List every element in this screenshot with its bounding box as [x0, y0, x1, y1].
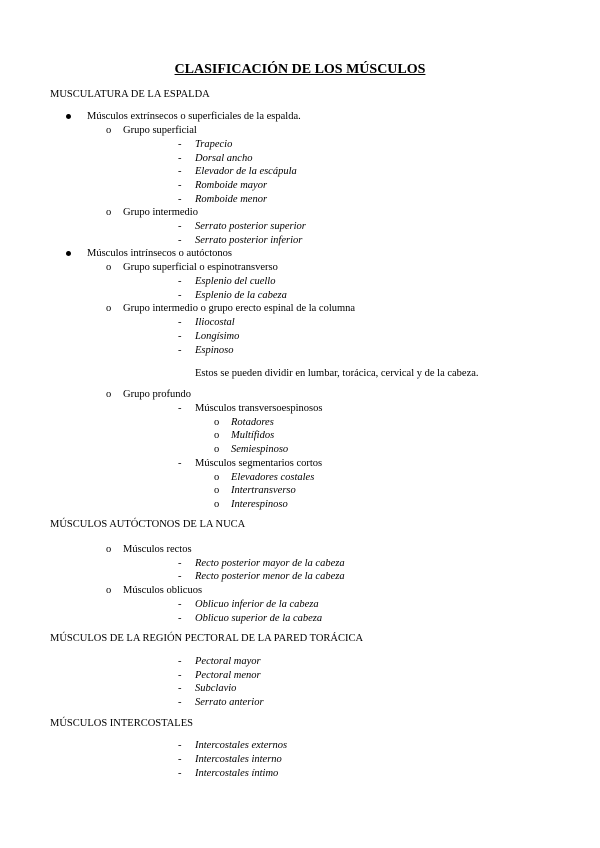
dash-icon: -: [178, 331, 182, 342]
muscle-item: Intertransverso: [231, 485, 296, 496]
group-label: Grupo profundo: [123, 389, 191, 400]
muscle-item: Semiespinoso: [231, 444, 289, 455]
muscle-item: Intercostales interno: [195, 754, 282, 765]
circle-bullet-icon: o: [214, 444, 220, 455]
section-heading: MÚSCULOS INTERCOSTALES: [50, 718, 193, 729]
dash-icon: -: [178, 403, 182, 414]
dash-icon: -: [178, 683, 182, 694]
circle-bullet-icon: o: [106, 207, 112, 218]
document-title: CLASIFICACIÓN DE LOS MÚSCULOS: [174, 62, 426, 77]
muscle-item: Serrato anterior: [195, 697, 264, 708]
circle-bullet-icon: o: [106, 585, 112, 596]
list-item: Músculos extrínsecos o superficiales de la espalda.: [87, 111, 301, 122]
dash-icon: -: [178, 754, 182, 765]
muscle-item: Pectoral menor: [195, 670, 261, 681]
dash-icon: -: [178, 317, 182, 328]
dash-icon: -: [178, 670, 182, 681]
group-label: Grupo superficial: [123, 125, 197, 136]
muscle-item: Rotadores: [231, 417, 274, 428]
muscle-item: Pectoral mayor: [195, 656, 261, 667]
circle-bullet-icon: o: [214, 499, 220, 510]
group-label: Músculos rectos: [123, 544, 192, 555]
dash-icon: -: [178, 599, 182, 610]
muscle-item: Romboide mayor: [195, 180, 268, 191]
group-label: Grupo superficial o espinotransverso: [123, 262, 278, 273]
muscle-item: Esplenio de la cabeza: [195, 290, 287, 301]
dash-icon: -: [178, 139, 182, 150]
muscle-item: Serrato posterior superior: [195, 221, 306, 232]
dash-icon: -: [178, 153, 182, 164]
muscle-item: Elevadores costales: [231, 472, 315, 483]
circle-bullet-icon: o: [214, 430, 220, 441]
circle-bullet-icon: o: [214, 472, 220, 483]
muscle-item: Longísimo: [195, 331, 240, 342]
muscle-item: Interespinoso: [231, 499, 288, 510]
muscle-item: Intercostales íntimo: [195, 768, 279, 779]
bullet-icon: [66, 114, 71, 119]
muscle-item: Esplenio del cuello: [195, 276, 276, 287]
group-label: Grupo intermedio o grupo erecto espinal de la columna: [123, 303, 356, 314]
muscle-item: Espinoso: [195, 345, 234, 356]
circle-bullet-icon: o: [106, 262, 112, 273]
section-heading: MUSCULATURA DE LA ESPALDA: [50, 89, 210, 100]
list-item: Músculos intrínsecos o autóctonos: [87, 248, 232, 259]
circle-bullet-icon: o: [106, 389, 112, 400]
dash-icon: -: [178, 345, 182, 356]
muscle-item: Oblicuo inferior de la cabeza: [195, 599, 319, 610]
muscle-item: Intercostales externos: [195, 740, 288, 751]
dash-icon: -: [178, 276, 182, 287]
group-label: Grupo intermedio: [123, 207, 198, 218]
muscle-item: Elevador de la escápula: [195, 166, 297, 177]
dash-icon: -: [178, 194, 182, 205]
dash-icon: -: [178, 656, 182, 667]
circle-bullet-icon: o: [214, 485, 220, 496]
muscle-item: Trapecio: [195, 139, 233, 150]
bullet-icon: [66, 251, 71, 256]
dash-icon: -: [178, 571, 182, 582]
dash-icon: -: [178, 558, 182, 569]
circle-bullet-icon: o: [106, 125, 112, 136]
section-heading: MÚSCULOS DE LA REGIÓN PECTORAL DE LA PARED TORÁCICA: [50, 633, 364, 644]
group-label: Músculos oblicuos: [123, 585, 203, 596]
muscle-item: Multífidos: [231, 430, 275, 441]
dash-icon: -: [178, 235, 182, 246]
dash-icon: -: [178, 458, 182, 469]
subgroup-label: Músculos segmentarios cortos: [195, 458, 323, 469]
muscle-item: Romboide menor: [195, 194, 268, 205]
dash-icon: -: [178, 697, 182, 708]
circle-bullet-icon: o: [106, 544, 112, 555]
dash-icon: -: [178, 290, 182, 301]
group-note: Estos se pueden dividir en lumbar, torácica, cervical y de la cabeza.: [195, 368, 479, 379]
circle-bullet-icon: o: [214, 417, 220, 428]
subgroup-label: Músculos transversoespinosos: [195, 403, 323, 414]
circle-bullet-icon: o: [106, 303, 112, 314]
dash-icon: -: [178, 613, 182, 624]
section-heading: MÚSCULOS AUTÓCTONOS DE LA NUCA: [50, 519, 246, 530]
dash-icon: -: [178, 768, 182, 779]
muscle-item: Recto posterior menor de la cabeza: [195, 571, 345, 582]
dash-icon: -: [178, 740, 182, 751]
muscle-item: Iliocostal: [195, 317, 235, 328]
muscle-item: Serrato posterior inferior: [195, 235, 303, 246]
dash-icon: -: [178, 166, 182, 177]
muscle-item: Recto posterior mayor de la cabeza: [195, 558, 345, 569]
muscle-item: Dorsal ancho: [195, 153, 253, 164]
muscle-item: Subclavio: [195, 683, 237, 694]
dash-icon: -: [178, 221, 182, 232]
dash-icon: -: [178, 180, 182, 191]
muscle-item: Oblicuo superior de la cabeza: [195, 613, 323, 624]
